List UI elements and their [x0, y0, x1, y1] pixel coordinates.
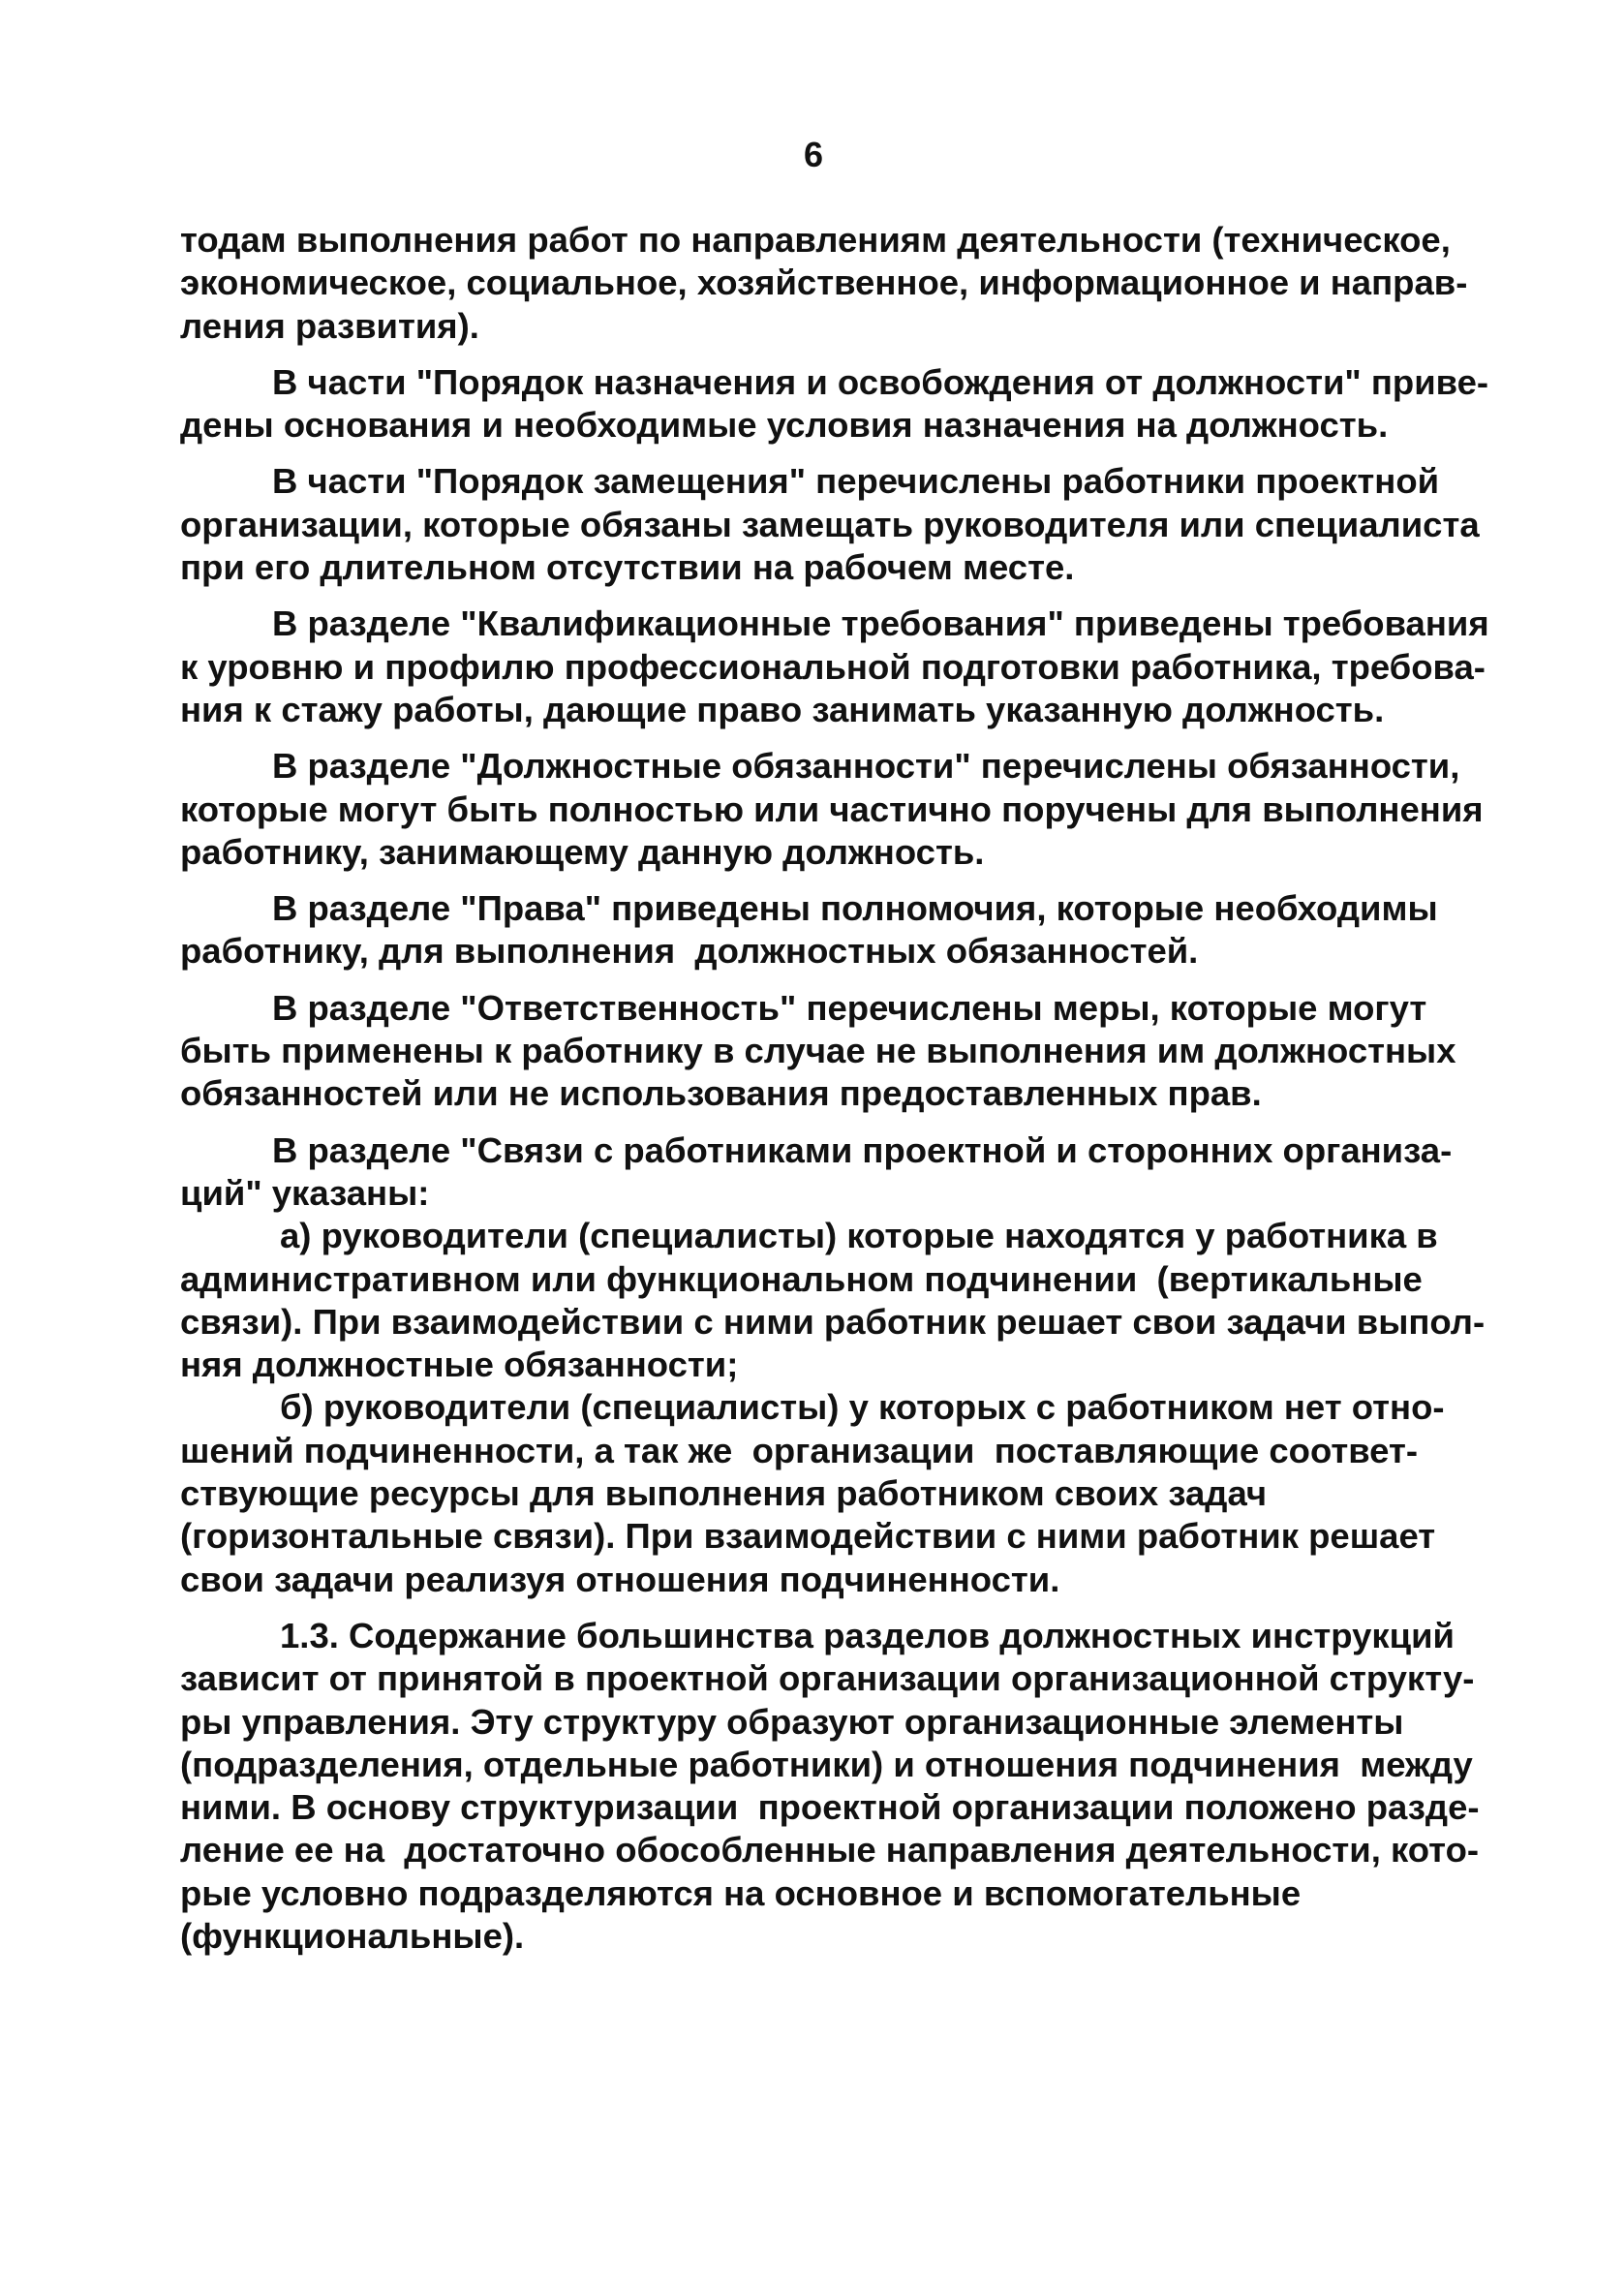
text-line: В разделе "Связи с работниками проектной и сторонних организа- [272, 1129, 1453, 1170]
text-line: тодам выполнения работ по направлениям деятельности (техническое, [180, 220, 1451, 260]
paragraph-section-1-3 [180, 1615, 1478, 1958]
text-line: В части "Порядок замещения" перечислены работники проектной [272, 461, 1440, 502]
text-line: рые условно подразделяются на основное и вспомогательные [180, 1872, 1302, 1913]
page-number: 6 [804, 135, 824, 174]
text-line: свои задачи реализуя отношения подчиненности. [180, 1559, 1060, 1599]
text-line: В части "Порядок назначения и освобождения от должности" приве- [272, 361, 1489, 402]
text-line: ствующие ресурсы для выполнения работником своих задач [180, 1473, 1268, 1514]
paragraph-qualification [180, 603, 1489, 731]
paragraph-substitution [180, 460, 1478, 589]
text-line: которые могут быть полностью или частично поручены для выполнения [180, 788, 1484, 829]
text-line: 1.3. Содержание большинства разделов должностных инструкций [280, 1615, 1455, 1655]
text-line: (горизонтальные связи). При взаимодействии с ними работник решает [180, 1516, 1436, 1557]
paragraph-duties [180, 745, 1484, 874]
text-line: ление ее на достаточно обособленные направления деятельности, кото- [180, 1830, 1480, 1871]
text-line: няя должностные обязанности; [180, 1345, 739, 1385]
text-line: б) руководители (специалисты) у которых с работником нет отно- [280, 1387, 1445, 1428]
text-line: а) руководители (специалисты) которые находятся у работника в [280, 1216, 1438, 1256]
text-line: (подразделения, отдельные работники) и отношения подчинения между [180, 1744, 1473, 1784]
text-line: В разделе "Должностные обязанности" перечислены обязанности, [272, 746, 1460, 787]
list-item-b [180, 1386, 1478, 1600]
text-line: связи). При взаимодействии с ними работник решает свои задачи выпол- [180, 1301, 1486, 1342]
paragraph-continuation [180, 219, 1478, 348]
text-line: шений подчиненности, а так же организации поставляющие соответ- [180, 1430, 1419, 1470]
text-line: работнику, для выполнения должностных обязанностей. [180, 931, 1199, 972]
list-item-a [180, 1215, 1486, 1386]
text-line: при его длительном отсутствии на рабочем месте. [180, 547, 1075, 588]
text-line: к уровню и профилю профессиональной подготовки работника, требова- [180, 646, 1486, 687]
paragraph-rights [180, 887, 1478, 974]
text-line: (функциональные). [180, 1915, 525, 1956]
text-line: ций" указаны: [180, 1172, 430, 1213]
text-line: зависит от принятой в проектной организации организационной структу- [180, 1658, 1475, 1699]
text-line: организации, которые обязаны замещать руководителя или специалиста [180, 504, 1480, 544]
text-line: дены основания и необходимые условия назначения на должность. [180, 405, 1389, 446]
text-line: ления развития). [180, 305, 479, 346]
text-line: быть применены к работнику в случае не выполнения им должностных [180, 1031, 1456, 1071]
paragraph-relations [180, 1129, 1478, 1216]
text-line: административном или функциональном подчинении (вертикальные [180, 1258, 1423, 1299]
document-body [180, 219, 1489, 1958]
paragraph-responsibility [180, 987, 1478, 1116]
text-line: ры управления. Эту структуру образуют организационные элементы [180, 1701, 1404, 1742]
text-line: ния к стажу работы, дающие право занимать указанную должность. [180, 689, 1385, 729]
text-line: экономическое, социальное, хозяйственное, информационное и направ- [180, 263, 1468, 303]
text-line: В разделе "Права" приведены полномочия, которые необходимы [272, 888, 1438, 929]
text-line: В разделе "Ответственность" перечислены меры, которые могут [272, 987, 1427, 1028]
paragraph-appointment [180, 361, 1489, 448]
text-line: работнику, занимающему данную должность. [180, 831, 985, 872]
text-line: обязанностей или не использования предоставленных прав. [180, 1073, 1262, 1114]
text-line: В разделе "Квалификационные требования" приведены требования [272, 603, 1489, 644]
text-line: ними. В основу структуризации проектной организации положено разде- [180, 1787, 1480, 1828]
